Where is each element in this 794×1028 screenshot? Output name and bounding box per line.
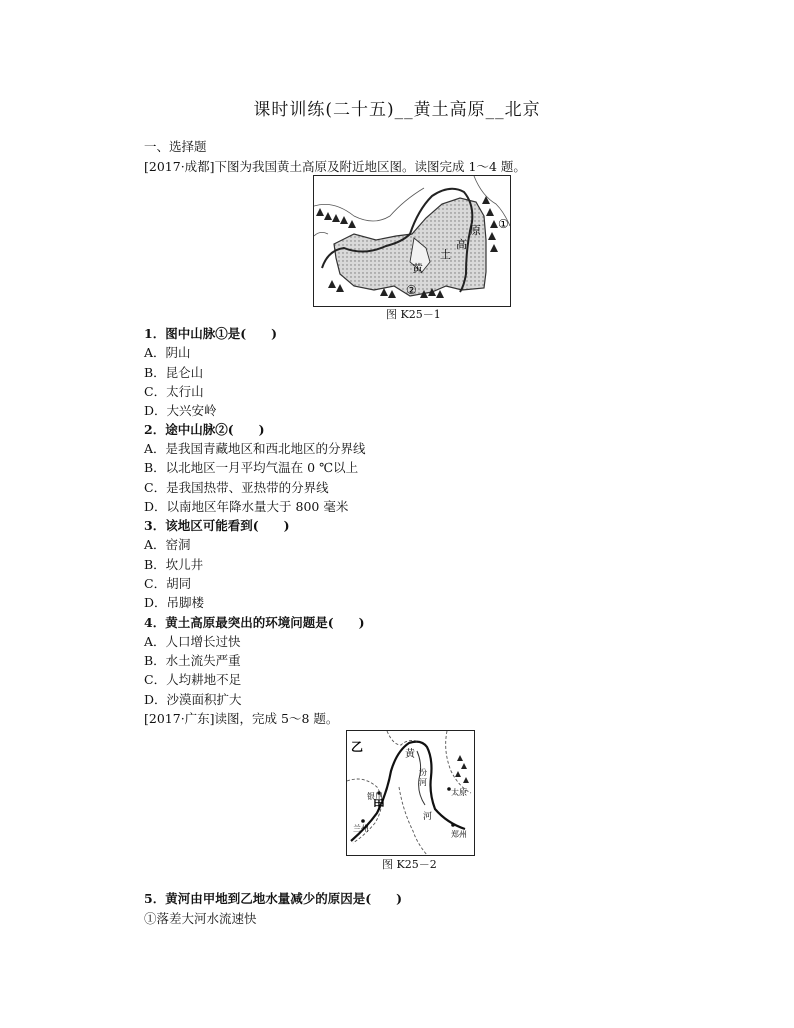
question-5-sub-1: ①落差大河水流速快 — [144, 911, 257, 926]
yellow-river-map — [347, 731, 474, 855]
figure-1-map — [313, 175, 511, 307]
map-label-gao: 高 — [456, 238, 467, 251]
question-3-stem: 3．该地区可能看到( ) — [144, 518, 290, 533]
map-label-huang: 黄 — [412, 262, 423, 275]
question-2-option-b: B．以北地区一月平均气温在 0 ℃以上 — [144, 460, 359, 475]
question-1-stem: 1．图中山脉①是( ) — [144, 326, 278, 341]
loess-plateau-map — [314, 176, 510, 306]
question-4-stem: 4．黄土高原最突出的环境问题是( ) — [144, 615, 365, 630]
mountain-symbols-2 — [455, 755, 469, 783]
question-1-option-b: B．昆仑山 — [144, 365, 204, 380]
map-label-he: 河 — [423, 812, 433, 822]
map-label-huang-2: 黄 — [405, 749, 415, 760]
map-label-he-2: 河 — [419, 778, 427, 787]
figure-2-map — [346, 730, 475, 856]
question-2-option-a: A．是我国青藏地区和西北地区的分界线 — [144, 441, 366, 456]
question-3-option-c: C．胡同 — [144, 576, 192, 591]
question-3-option-a: A．窑洞 — [144, 537, 191, 552]
map-label-tu: 土 — [440, 248, 451, 261]
intro-1: [2017·成都]下图为我国黄土高原及附近地区图。读图完成 1～4 题。 — [144, 159, 526, 174]
map-label-yuan: 原 — [470, 224, 481, 237]
question-2-option-c: C．是我国热带、亚热带的分界线 — [144, 480, 329, 495]
question-3-option-d: D．吊脚楼 — [144, 595, 205, 610]
map-label-yi: 乙 — [351, 740, 364, 754]
map-label-zhengzhou: 郑州 — [451, 830, 467, 839]
map-label-mark-2: ② — [406, 283, 417, 297]
question-4-option-d: D．沙漠面积扩大 — [144, 692, 242, 707]
question-1-option-c: C．太行山 — [144, 384, 204, 399]
map-label-mark-1: ① — [498, 217, 509, 231]
map-label-fen: 汾 — [419, 768, 427, 777]
section-heading: 一、选择题 — [144, 139, 207, 154]
boundary-line-3 — [314, 232, 328, 236]
zhengzhou-dot — [451, 823, 455, 827]
figure-1-caption: 图 K25－1 — [386, 308, 441, 321]
intro-2: [2017·广东]读图，完成 5～8 题。 — [144, 711, 339, 726]
question-4-option-a: A．人口增长过快 — [144, 634, 241, 649]
question-4-option-b: B．水土流失严重 — [144, 653, 241, 668]
page-title: 课时训练(二十五)__黄土高原__北京 — [253, 100, 541, 120]
question-2-option-d: D．以南地区年降水量大于 800 毫米 — [144, 499, 349, 514]
question-4-option-c: C．人均耕地不足 — [144, 672, 242, 687]
boundary-line-1 — [314, 188, 424, 221]
question-1-option-a: A．阴山 — [144, 345, 191, 360]
border-line-1 — [446, 731, 471, 793]
question-5-stem: 5．黄河由甲地到乙地水量减少的原因是( ) — [144, 891, 403, 906]
question-3-option-b: B．坎儿井 — [144, 557, 204, 572]
map-label-lanzhou: 兰州 — [353, 824, 369, 833]
figure-2-caption: 图 K25－2 — [382, 858, 437, 871]
map-label-yinchuan: 银川 — [367, 792, 383, 801]
map-label-taiyuan: 太原 — [451, 788, 467, 797]
question-2-stem: 2．途中山脉②( ) — [144, 422, 265, 437]
question-1-option-d: D．大兴安岭 — [144, 403, 217, 418]
lanzhou-dot — [361, 819, 365, 823]
map-label-jia: 甲 — [373, 798, 386, 812]
